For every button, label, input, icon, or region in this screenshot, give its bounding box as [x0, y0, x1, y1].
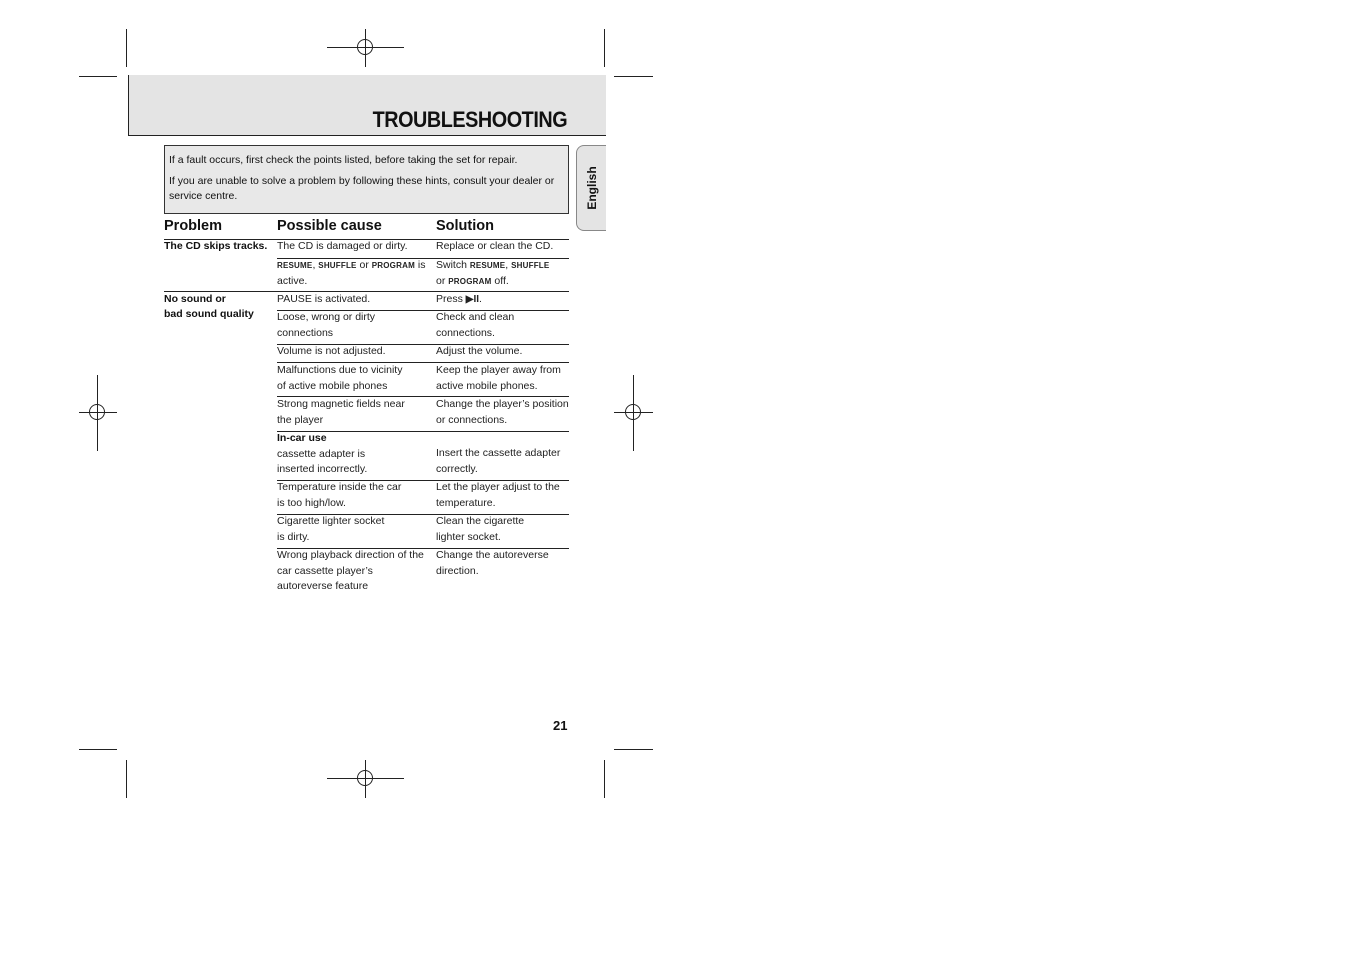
table-header [164, 217, 569, 240]
in-car-heading: In-car use [277, 432, 327, 444]
solution-text: Check and clean [436, 311, 515, 323]
cause-text: Malfunctions due to vicinity [277, 364, 403, 376]
cause-text: Wrong playback direction of the [277, 549, 424, 561]
cause-text: cassette adapter is [277, 447, 366, 460]
solution-text: Change the autoreverse [436, 549, 549, 561]
cause-cell [277, 431, 367, 478]
solution-text: Change the player’s position [436, 398, 569, 410]
solution-cell [436, 480, 560, 511]
header-band [128, 75, 606, 136]
cause-text: inserted incorrectly. [277, 463, 368, 475]
crop-mark [126, 760, 127, 798]
solution-cell [436, 514, 524, 545]
cause-text: of active mobile phones [277, 379, 388, 392]
solution-cell [436, 310, 514, 341]
cause-cell: PAUSE is activated. [277, 293, 371, 305]
crop-mark [79, 749, 117, 750]
solution-text: Switch [436, 259, 470, 271]
crop-mark [126, 29, 127, 67]
solution-text: Insert the cassette adapter [436, 447, 561, 459]
column-header-problem: Problem [164, 218, 223, 234]
crop-mark [79, 76, 117, 77]
problem-cell [164, 292, 274, 322]
cause-cell: Volume is not adjusted. [277, 345, 386, 357]
language-tab [576, 145, 606, 231]
cause-cell [277, 548, 424, 595]
column-header-cause: Possible cause [277, 218, 382, 234]
solution-cell [436, 446, 560, 477]
solution-text: direction. [436, 564, 479, 577]
solution-text: , [505, 259, 512, 271]
page-title: TROUBLESHOOTING [372, 107, 567, 132]
solution-text: or connections. [436, 413, 508, 426]
keyword-shuffle: SHUFFLE [511, 261, 550, 270]
solution-text: lighter socket. [436, 530, 501, 543]
keyword-resume: RESUME [469, 261, 506, 270]
cause-cell [277, 258, 425, 289]
solution-text: temperature. [436, 496, 496, 509]
cause-text: Loose, wrong or dirty [277, 311, 376, 323]
solution-cell [436, 548, 549, 579]
crop-mark [614, 76, 653, 77]
keyword-shuffle: SHUFFLE [318, 261, 357, 270]
crop-mark [604, 760, 605, 798]
column-header-solution: Solution [436, 218, 494, 234]
cause-text: the player [277, 413, 324, 426]
crop-mark [604, 29, 605, 67]
solution-cell [436, 258, 549, 289]
solution-text: or [436, 274, 449, 287]
solution-text: Let the player adjust to the [436, 481, 560, 493]
cause-cell [277, 514, 384, 545]
play-pause-icon: ▶II [465, 294, 480, 305]
cause-text: , [312, 259, 319, 271]
cause-text: is too high/low. [277, 496, 346, 509]
cause-text: or [356, 259, 372, 271]
cause-cell: The CD is damaged or dirty. [277, 240, 408, 252]
cause-cell [277, 480, 401, 511]
solution-cell: Adjust the volume. [436, 345, 523, 357]
intro-box [164, 145, 569, 214]
solution-text: active mobile phones. [436, 379, 538, 392]
cause-cell [277, 363, 402, 394]
problem-text: The CD skips tracks. [164, 240, 268, 252]
cause-text: Temperature inside the car [277, 481, 402, 493]
solution-text: correctly. [436, 462, 478, 475]
cause-text: autoreverse feature [277, 580, 369, 592]
keyword-resume: RESUME [277, 261, 313, 270]
keyword-program: PROGRAM [448, 276, 492, 286]
cause-text: connections [277, 326, 334, 339]
troubleshooting-table [164, 217, 569, 592]
solution-cell [436, 363, 561, 394]
page-number: 21 [553, 718, 568, 733]
solution-text: off. [491, 274, 509, 287]
cause-cell [277, 397, 405, 428]
solution-text: connections. [436, 326, 495, 339]
problem-text: bad sound quality [164, 308, 254, 320]
solution-text: Press [436, 293, 466, 305]
cause-text: is [414, 259, 426, 271]
cause-text: Strong magnetic fields near [277, 398, 405, 410]
cause-text: active. [277, 274, 308, 287]
crop-mark [614, 749, 653, 750]
keyword-program: PROGRAM [371, 261, 415, 270]
cause-cell [277, 310, 375, 341]
cause-text: car cassette player’s [277, 564, 373, 577]
solution-cell: Replace or clean the CD. [436, 240, 554, 252]
solution-text: Keep the player away from [436, 364, 561, 376]
solution-cell [436, 397, 569, 428]
problem-text: No sound or [164, 293, 226, 305]
cause-text: Cigarette lighter socket [277, 515, 385, 527]
cause-text: is dirty. [277, 530, 310, 543]
problem-cell [164, 239, 274, 254]
solution-text: Clean the cigarette [436, 515, 525, 527]
intro-text: If you are unable to solve a problem by following these hints, consult your dealer or service centre. [169, 175, 555, 202]
solution-cell [436, 292, 482, 308]
solution-text: . [479, 293, 482, 305]
language-label: English [584, 166, 599, 210]
intro-text: If a fault occurs, first check the points listed, before taking the set for repair. [169, 154, 518, 166]
